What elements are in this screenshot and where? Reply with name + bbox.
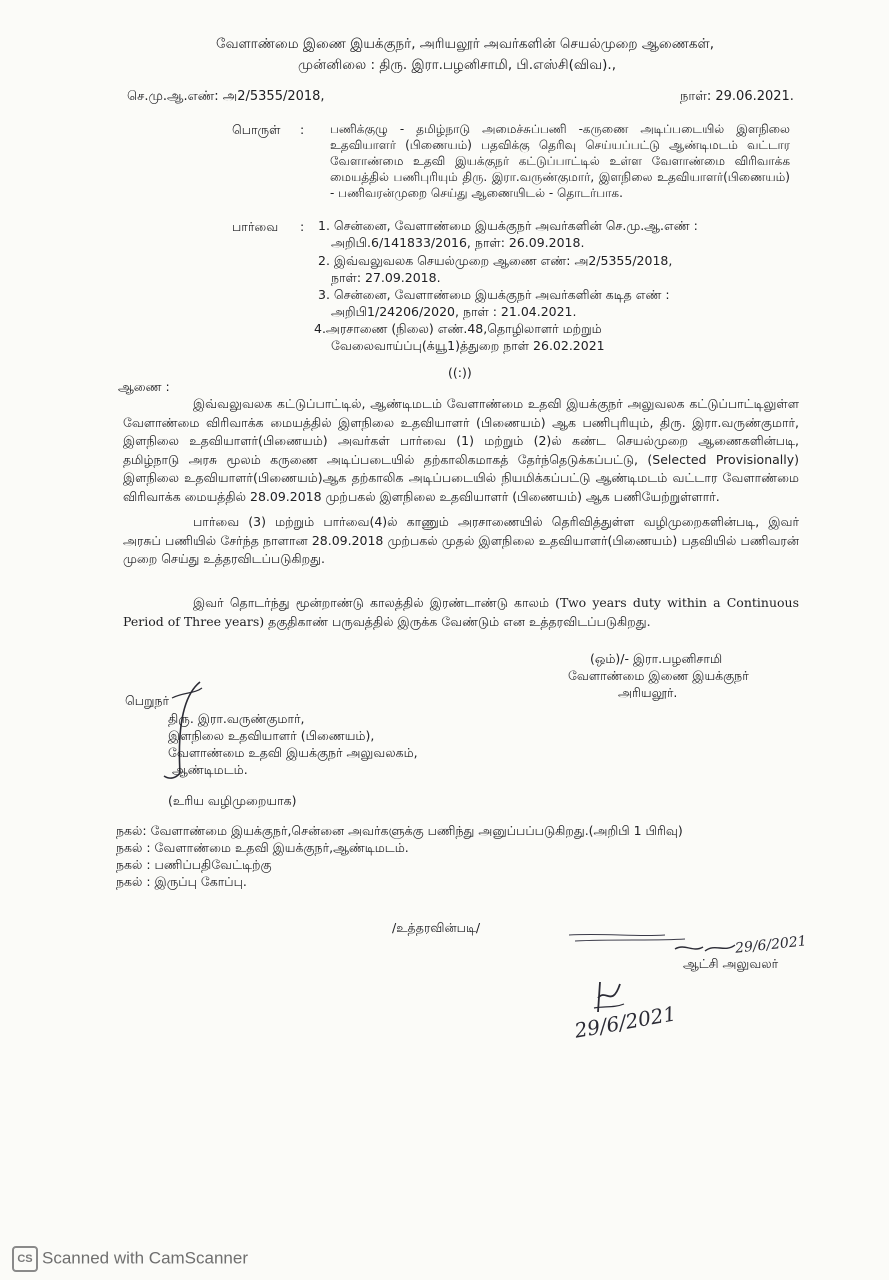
by-order-note: /உத்தரவின்படி/ — [392, 920, 481, 935]
reference-item: நாள்: 27.09.2018. — [331, 270, 441, 285]
reference-item: 4.அரசாணை (நிலை) எண்.48,தொழிலாளர் மற்றும் — [314, 321, 602, 336]
references-colon: : — [300, 219, 305, 234]
camscanner-logo-icon: CS — [12, 1246, 38, 1272]
through-note: (உரிய வழிமுறையாக) — [168, 793, 297, 808]
paragraph-text: இவர் தொடர்ந்து மூன்றாண்டு காலத்தில் இரண்டாண்டு காலம் (Two years duty within a Continuous Period of Three years) தகுதிகாண் பருவத்தில் இருக்க வேண்டும் என உத்தரவிடப்படுகிறது. — [123, 595, 799, 629]
reference-item: 2. இவ்வலுவலக செயல்முறை ஆணை எண்: அ2/5355/2018, — [318, 253, 673, 268]
recipient-label: பெறுநர் — [125, 693, 170, 708]
signatory-line-2: வேளாண்மை இணை இயக்குநர் — [568, 668, 749, 683]
recipient-line: வேளாண்மை உதவி இயக்குநர் அலுவலகம், — [168, 745, 418, 760]
camscanner-watermark — [12, 1246, 248, 1272]
paragraph-text: பார்வை (3) மற்றும் பார்வை(4)ல் காணும் அரசாணையில் தெரிவித்துள்ள வழிமுறைகளின்படி, இவர் அரசுப் பணியில் சேர்ந்த நாளான 28.09.2018 முற்பகல் முதல் இளநிலை உதவியாளர்(பிணையம்) பதவியில் பணிவரன் முறை செய்து உத்தரவிடப்படுகிறது. — [123, 514, 799, 566]
reference-number: செ.மு.ஆ.எண்: அ2/5355/2018, — [127, 89, 325, 104]
copy-line: நகல்: வேளாண்மை இயக்குநர்,சென்னை அவர்களுக்கு பணிந்து அனுப்பப்படுகிறது.(அறிபி 1 பிரிவு) — [116, 823, 683, 838]
order-paragraph-1 — [123, 395, 799, 506]
handwritten-date-1: 29/6/2021 — [734, 933, 808, 957]
recipient-line: திரு. இரா.வருண்குமார், — [168, 711, 305, 726]
paragraph-text: இவ்வலுவலக கட்டுப்பாட்டில், ஆண்டிமடம் வேளாண்மை உதவி இயக்குநர் அலுவலக கட்டுப்பாட்டிலுள்ள வேளாண்மை விரிவாக்க மையத்தில் இளநிலை உதவியாளர் (பிணையம்) ஆக பணிபுரியும், திரு. இரா.வருண்குமார், இளநிலை உதவியாளர்(பிணையம்) அவர்கள் பார்வை (1) மற்றும் (2)ல் கண்ட செயல்முறை ஆணைகளின்படி, தமிழ்நாடு அரசு மூலம் கருணை அடிப்படையில் தற்காலிகமாகத் தேர்ந்தெடுக்கப்பட்டு, (Selected Provisionally) இளநிலை உதவியாளர்(பிணையம்)ஆக தற்காலிக அடிப்படையில் நியமிக்கப்பட்டு ஆண்டிமடம் வட்டார வேளாண்மை விரிவாக்க மையத்தில் 28.09.2018 முற்பகல் இளநிலை உதவியாளர் (பிணையம்) ஆக பணியேற்றுள்ளார். — [123, 396, 799, 504]
subject-label: பொருள் — [232, 122, 281, 137]
header-line-2: முன்னிலை : திரு. இரா.பழனிசாமி, பி.எஸ்சி(விவ)., — [298, 57, 617, 73]
reference-item: அறிபி.6/141833/2016, நாள்: 26.09.2018. — [331, 235, 585, 250]
subject-colon: : — [300, 122, 305, 137]
recipient-line: இளநிலை உதவியாளர் (பிணையம்), — [168, 728, 375, 743]
copy-line: நகல் : பணிப்பதிவேட்டிற்கு — [116, 857, 272, 872]
references-label: பார்வை — [232, 219, 279, 234]
recipient-line: ஆண்டிமடம். — [172, 762, 248, 777]
document-date: நாள்: 29.06.2021. — [680, 89, 794, 104]
watermark-text: Scanned with CamScanner — [42, 1248, 249, 1268]
signatory-line-1: (ஒம்)/- இரா.பழனிசாமி — [590, 651, 723, 666]
reference-item: 3. சென்னை, வேளாண்மை இயக்குநர் அவர்களின் கடித எண் : — [318, 287, 670, 302]
copy-line: நகல் : வேளாண்மை உதவி இயக்குநர்,ஆண்டிமடம். — [116, 840, 409, 855]
order-paragraph-3 — [123, 594, 799, 631]
order-label: ஆணை : — [118, 379, 170, 394]
handwritten-date-2: 29/6/2021 — [572, 1001, 678, 1043]
divider-mark: ((:)) — [448, 365, 472, 380]
signatory-line-3: அரியலூர். — [618, 685, 678, 700]
reference-item: 1. சென்னை, வேளாண்மை இயக்குநர் அவர்களின் செ.மு.ஆ.எண் : — [318, 218, 698, 233]
office-title: ஆட்சி அலுவலர் — [683, 956, 779, 971]
subject-text: பணிக்குழு - தமிழ்நாடு அமைச்சுப்பணி -கருணை அடிப்படையில் இளநிலை உதவியாளர் (பிணையம்) பதவிக்கு தெரிவு செய்யப்பட்டு ஆண்டிமடம் வட்டார வேளாண்மை உதவி இயக்குநர் கட்டுப்பாட்டில் உள்ள வேளாண்மை விரிவாக்க மையத்தில் பணிபுரியும் திரு. இரா.வருண்குமார், இளநிலை உதவியாளர்(பிணையம்) - பணிவரன்முறை செய்து ஆணையிடல் - தொடர்பாக. — [330, 122, 790, 200]
header-line-1: வேளாண்மை இணை இயக்குநர், அரியலூர் அவர்களின் செயல்முறை ஆணைகள், — [216, 36, 714, 52]
reference-item: வேலைவாய்ப்பு(க்யூ1)த்துறை நாள் 26.02.2021 — [331, 338, 605, 353]
reference-item: அறிபி1/24206/2020, நாள் : 21.04.2021. — [331, 304, 577, 319]
order-paragraph-2 — [123, 513, 799, 569]
copy-line: நகல் : இருப்பு கோப்பு. — [116, 874, 247, 889]
